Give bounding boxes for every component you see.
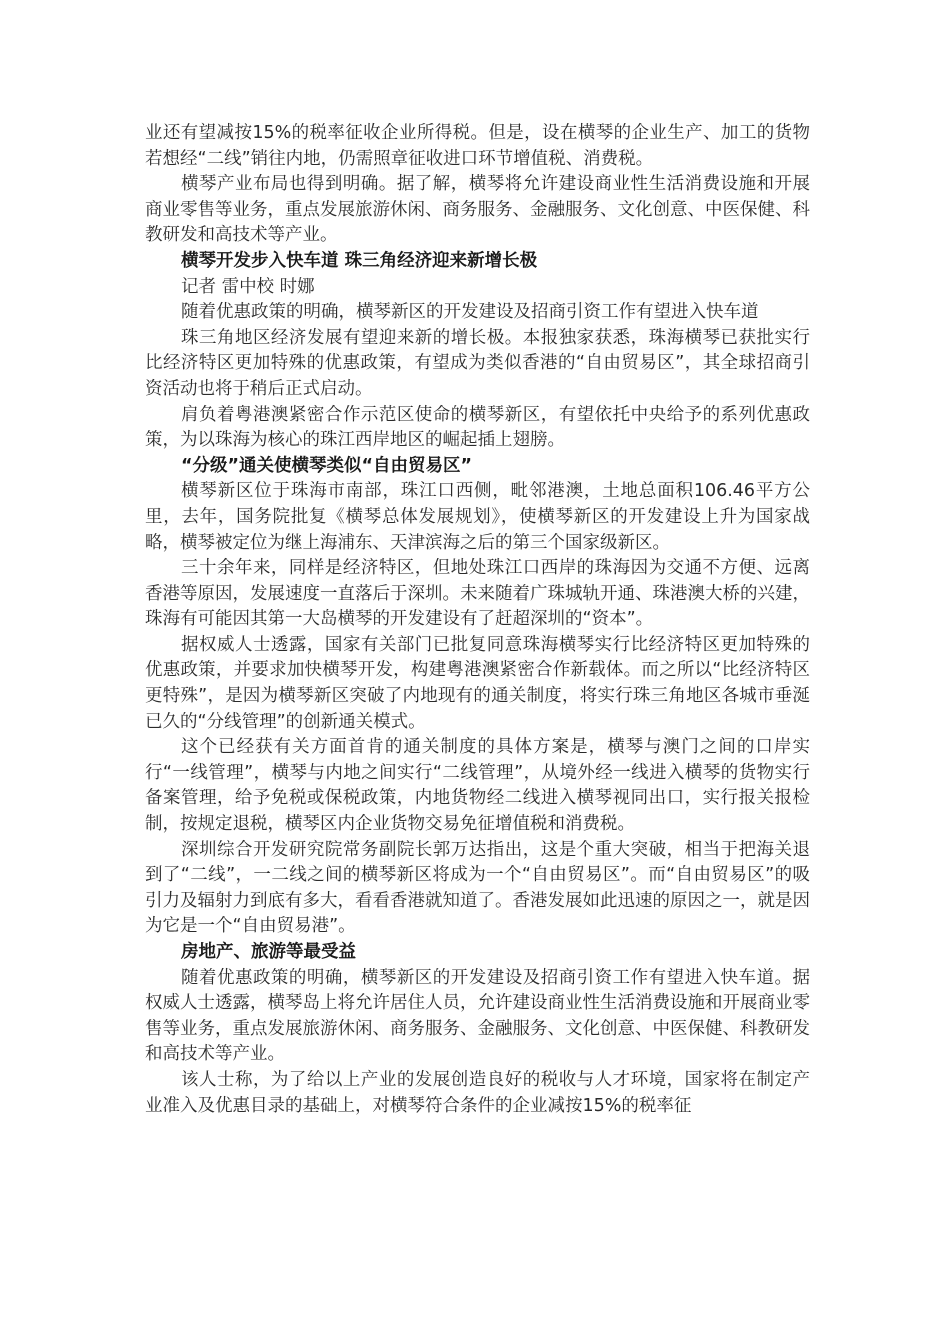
document-page xyxy=(145,121,810,1119)
paragraph: 这个已经获有关方面首肯的通关制度的具体方案是，横琴与澳门之间的口岸实行“一线管理”，横琴与内地之间实行“二线管理”，从境外经一线进入横琴的货物实行备案管理，给予免税或保税政策，内地货物经二线进入横琴视同出口，实行报关报检制，按规定退税，横琴区内企业货物交易免征增值税和消费税。 xyxy=(145,737,810,835)
paragraph: 珠三角地区经济发展有望迎来新的增长极。本报独家获悉，珠海横琴已获批实行比经济特区更加特殊的优惠政策，有望成为类似香港的“自由贸易区”，其全球招商引资活动也将于稍后正式启动。 xyxy=(145,327,810,399)
paragraph: 随着优惠政策的明确，横琴新区的开发建设及招商引资工作有望进入快车道。据权威人士透露，横琴岛上将允许居住人员，允许建设商业性生活消费设施和开展商业零售等业务，重点发展旅游休闲、商务服务、金融服务、文化创意、中医保健、科教研发和高技术等产业。 xyxy=(145,967,810,1065)
byline: 记者 雷中校 时娜 xyxy=(181,276,315,297)
paragraph: 三十余年来，同样是经济特区，但地处珠江口西岸的珠海因为交通不方便、远离香港等原因，发展速度一直落后于深圳。未来随着广珠城轨开通、珠港澳大桥的兴建，珠海有可能因其第一大岛横琴的开发建设有了赶超深圳的“资本”。 xyxy=(145,558,810,630)
paragraph: 横琴新区位于珠海市南部，珠江口西侧，毗邻港澳，土地总面积106.46平方公里，去年，国务院批复《横琴总体发展规划》，使横琴新区的开发建设上升为国家战略，横琴被定位为继上海浦东、天津滨海之后的第三个国家级新区。 xyxy=(145,481,810,553)
paragraph: 深圳综合开发研究院常务副院长郭万达指出，这是个重大突破，相当于把海关退到了“二线”，一二线之间的横琴新区将成为一个“自由贸易区”。而“自由贸易区”的吸引力及辐射力到底有多大，看看香港就知道了。香港发展如此迅速的原因之一，就是因为它是一个“自由贸易港”。 xyxy=(145,839,810,937)
section-heading: 房地产、旅游等最受益 xyxy=(181,942,356,962)
paragraph: 横琴产业布局也得到明确。据了解，横琴将允许建设商业性生活消费设施和开展商业零售等业务，重点发展旅游休闲、商务服务、金融服务、文化创意、中医保健、科教研发和高技术等产业。 xyxy=(145,174,810,246)
paragraph: 该人士称，为了给以上产业的发展创造良好的税收与人才环境，国家将在制定产业准入及优惠目录的基础上，对横琴符合条件的企业减按15%的税率征 xyxy=(145,1069,810,1116)
paragraph: 肩负着粤港澳紧密合作示范区使命的横琴新区，有望依托中央给予的系列优惠政策，为以珠海为核心的珠江西岸地区的崛起插上翅膀。 xyxy=(145,404,810,451)
article-headline: 横琴开发步入快车道 珠三角经济迎来新增长极 xyxy=(181,250,538,271)
section-heading: “分级”通关使横琴类似“自由贸易区” xyxy=(181,455,473,476)
paragraph: 随着优惠政策的明确，横琴新区的开发建设及招商引资工作有望进入快车道 xyxy=(181,302,759,323)
paragraph: 业还有望减按15%的税率征收企业所得税。但是，设在横琴的企业生产、加工的货物若想经“二线”销往内地，仍需照章征收进口环节增值税、消费税。 xyxy=(145,123,810,169)
paragraph: 据权威人士透露，国家有关部门已批复同意珠海横琴实行比经济特区更加特殊的优惠政策，并要求加快横琴开发，构建粤港澳紧密合作新载体。而之所以“比经济特区更特殊”，是因为横琴新区突破了内地现有的通关制度，将实行珠三角地区各城市垂涎已久的“分线管理”的创新通关模式。 xyxy=(145,634,810,732)
